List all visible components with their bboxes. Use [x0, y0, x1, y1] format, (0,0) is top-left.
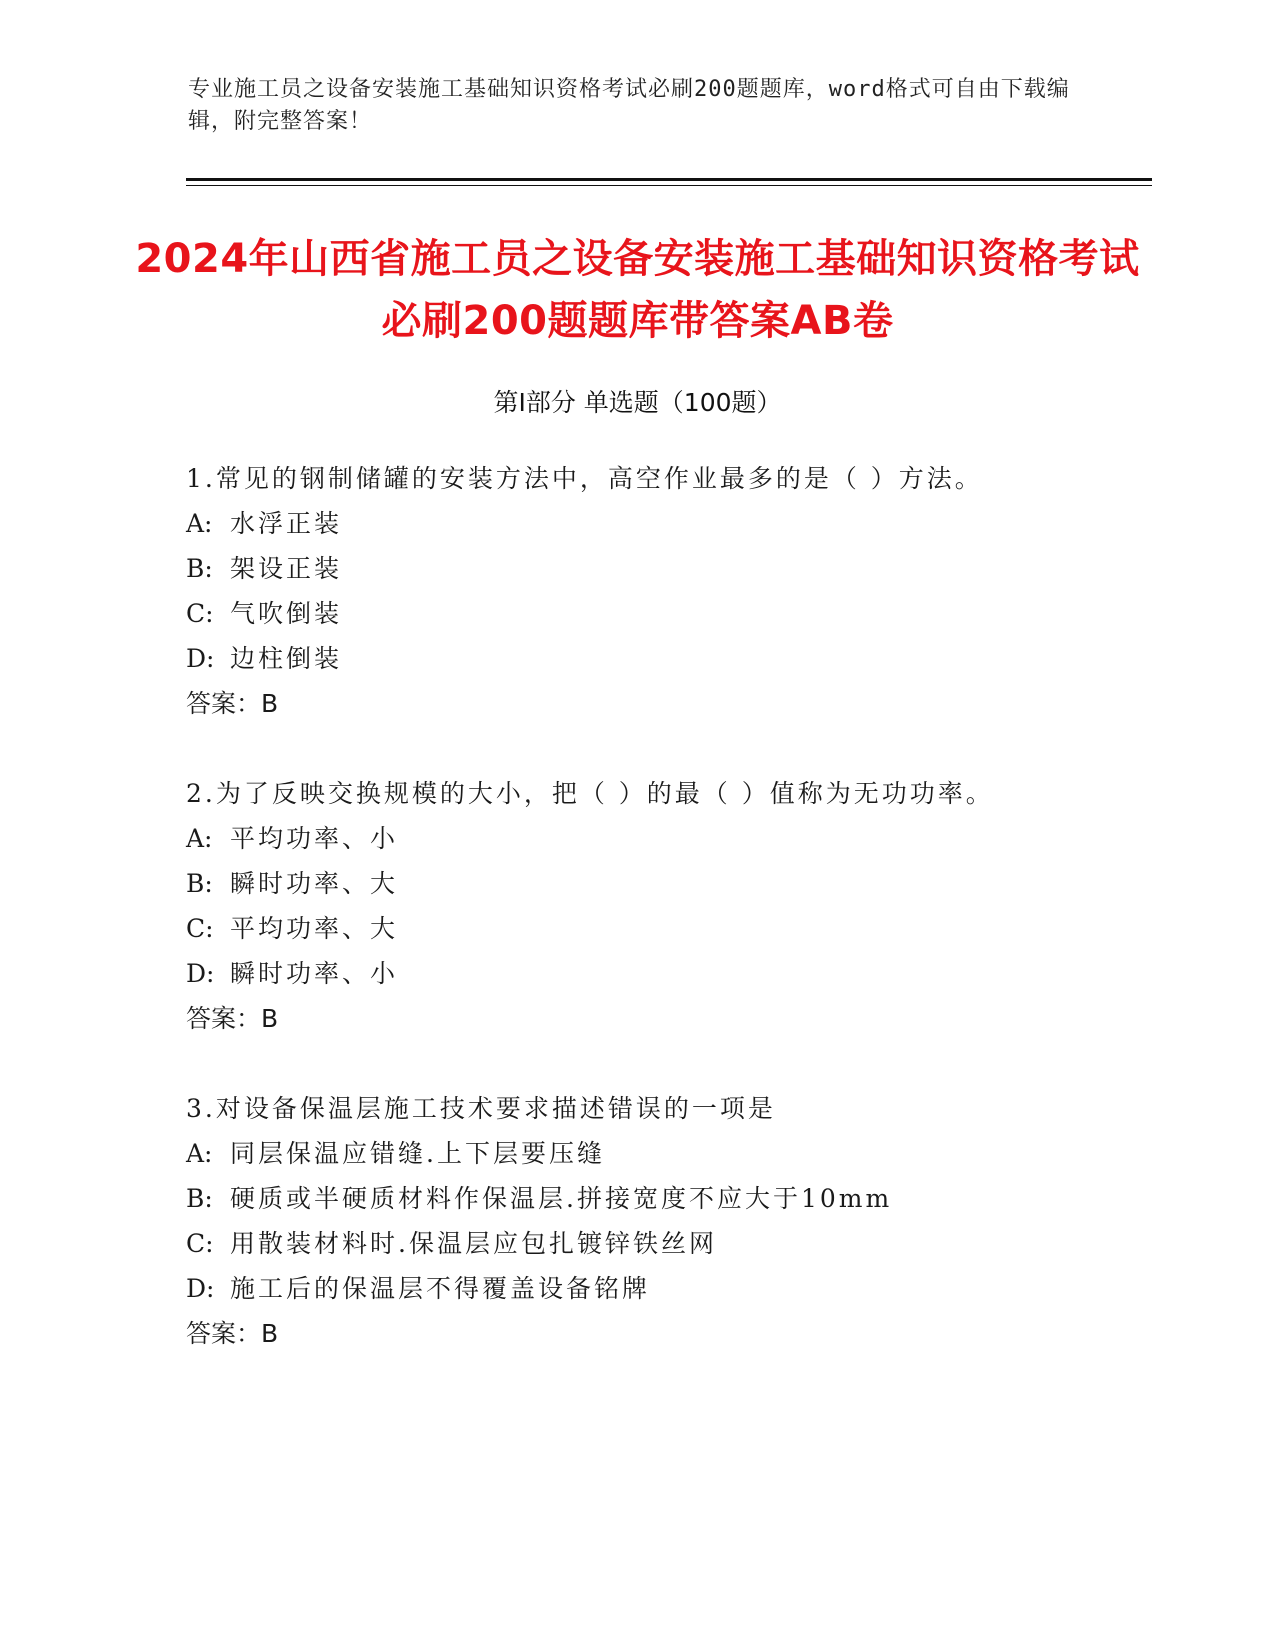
option-text: 气吹倒装 [230, 599, 343, 628]
question-3 [186, 1086, 1146, 1356]
option-text: 瞬时功率、小 [230, 959, 399, 988]
answer-label: 答案：B [186, 1004, 279, 1033]
option-letter: A: [186, 824, 213, 853]
option-letter: D: [186, 644, 215, 673]
option-text: 硬质或半硬质材料作保温层.拼接宽度不应大于10mm [230, 1184, 893, 1213]
option-text: 架设正装 [230, 554, 343, 583]
question-stem: 2.为了反映交换规模的大小，把（ ）的最（ ）值称为无功功率。 [186, 779, 994, 808]
option-d [186, 951, 1146, 996]
question-2 [186, 771, 1146, 1041]
option-a [186, 1131, 1146, 1176]
answer-label: 答案：B [186, 1319, 279, 1348]
question-stem: 3.对设备保温层施工技术要求描述错误的一项是 [186, 1094, 776, 1123]
option-letter: A: [186, 509, 213, 538]
option-c [186, 1221, 1146, 1266]
option-text: 用散装材料时.保温层应包扎镀锌铁丝网 [230, 1229, 717, 1258]
answer-label: 答案：B [186, 689, 279, 718]
document-title: 2024年山西省施工员之设备安装施工基础知识资格考试必刷200题题库带答案AB卷 [135, 236, 1140, 344]
option-letter: C: [186, 1229, 214, 1258]
option-letter: B: [186, 869, 213, 898]
option-letter: D: [186, 959, 215, 988]
option-b [186, 861, 1146, 906]
option-letter: C: [186, 599, 214, 628]
question-1 [186, 456, 1146, 726]
header-note: 专业施工员之设备安装施工基础知识资格考试必刷200题题库，word格式可自由下载编辑，附完整答案！ [188, 77, 1070, 134]
option-text: 同层保温应错缝.上下层要压缝 [230, 1139, 605, 1168]
option-letter: D: [186, 1274, 215, 1303]
option-d [186, 636, 1146, 681]
option-text: 平均功率、大 [230, 914, 399, 943]
option-text: 边柱倒装 [230, 644, 343, 673]
option-text: 平均功率、小 [230, 824, 399, 853]
option-letter: B: [186, 1184, 213, 1213]
option-letter: C: [186, 914, 214, 943]
option-b [186, 546, 1146, 591]
option-d [186, 1266, 1146, 1311]
option-text: 瞬时功率、大 [230, 869, 399, 898]
question-stem: 1.常见的钢制储罐的安装方法中，高空作业最多的是（ ）方法。 [186, 464, 983, 493]
option-letter: B: [186, 554, 213, 583]
option-c [186, 906, 1146, 951]
option-a [186, 501, 1146, 546]
option-a [186, 816, 1146, 861]
option-c [186, 591, 1146, 636]
option-b [186, 1176, 1146, 1221]
option-text: 水浮正装 [230, 509, 343, 538]
header-divider-thin [186, 185, 1152, 186]
section-title: 第I部分 单选题（100题） [493, 388, 782, 417]
option-letter: A: [186, 1139, 213, 1168]
header-divider-thick [186, 178, 1152, 181]
option-text: 施工后的保温层不得覆盖设备铭牌 [230, 1274, 651, 1303]
